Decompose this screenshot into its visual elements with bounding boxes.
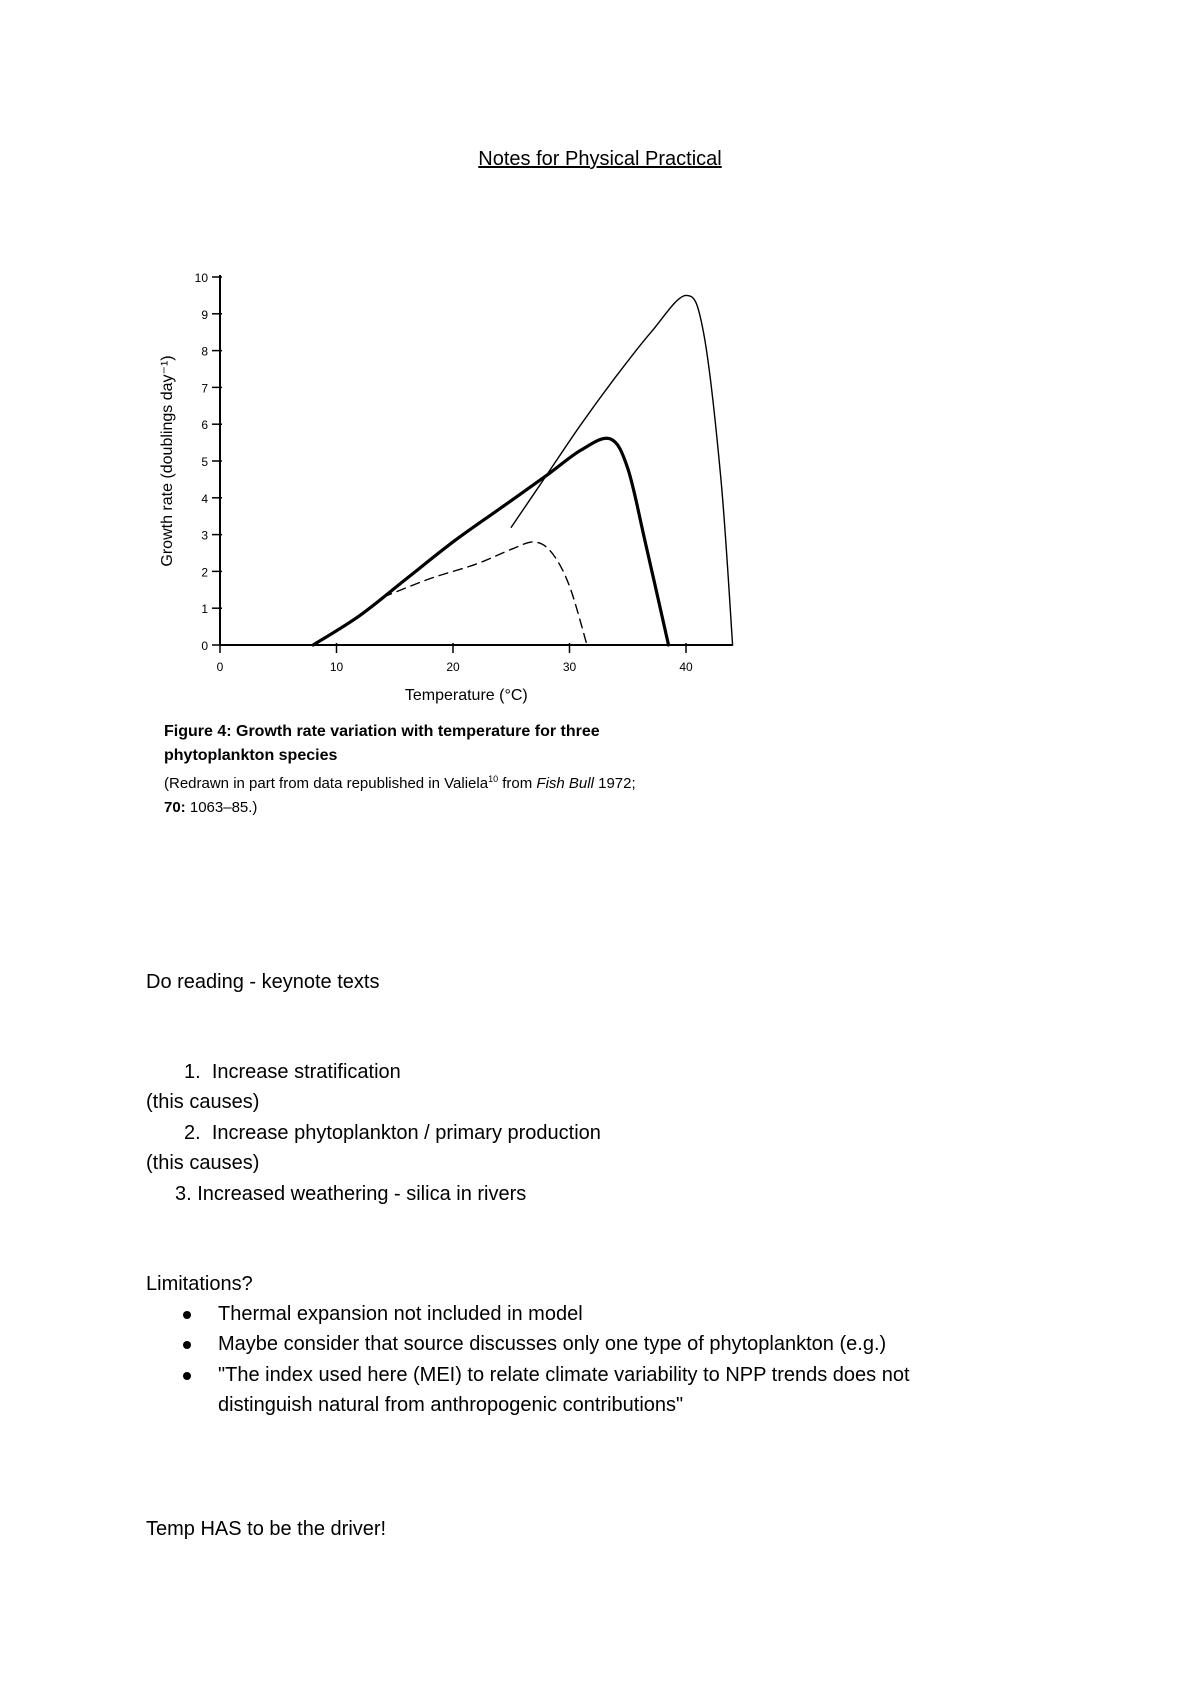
bullet-dot — [183, 1372, 191, 1380]
reading-note: Do reading - keynote texts — [146, 971, 380, 993]
y-tick-label: 0 — [201, 639, 208, 653]
list-item-1-text: Increase stratification — [211, 1061, 401, 1083]
chart-series — [313, 295, 732, 645]
list-item-2-number: 2. — [184, 1122, 201, 1144]
chart-labels — [159, 271, 693, 704]
growth-rate-figure — [150, 255, 770, 825]
caption-note-a: (Redrawn in part from data republished in Valiela — [164, 775, 489, 792]
caption-note-italic: Fish Bull — [536, 775, 594, 792]
list-item-1 — [184, 1060, 401, 1084]
caption-note-rest: 1063–85.) — [185, 799, 258, 816]
list-item-3: 3. Increased weathering - silica in rivers — [175, 1183, 527, 1205]
limitation-item-3-continued: distinguish natural from anthropogenic contributions" — [218, 1394, 684, 1416]
page-title: Notes for Physical Practical — [478, 148, 722, 170]
caption-note-line2 — [164, 799, 257, 816]
x-tick-label: 0 — [216, 660, 224, 674]
list-item-1-number: 1. — [184, 1061, 201, 1083]
caption-bold-line1: Figure 4: Growth rate variation with temperature for three — [164, 723, 600, 740]
chart-axes — [212, 275, 733, 653]
closing-note: Temp HAS to be the driver! — [146, 1518, 387, 1540]
caption-note-line1 — [164, 774, 636, 792]
y-tick-label: 4 — [201, 491, 208, 506]
x-axis-label: Temperature (°C) — [404, 687, 528, 704]
y-tick-label: 10 — [194, 271, 208, 285]
bullet-dot — [183, 1341, 191, 1349]
x-tick-label: 30 — [562, 660, 577, 674]
caption-note-sup: 10 — [488, 774, 499, 784]
y-tick-label: 9 — [201, 307, 208, 322]
series-line-dashed — [383, 542, 587, 645]
limitations-heading: Limitations? — [146, 1273, 253, 1295]
series-line-thick — [313, 438, 668, 645]
caption-note-bold: 70: — [164, 799, 186, 816]
y-tick-label: 5 — [201, 455, 208, 469]
y-tick-label: 3 — [201, 528, 208, 543]
y-tick-label: 8 — [201, 344, 208, 359]
caption-bold-line2: phytoplankton species — [164, 747, 338, 764]
causes-note-2: (this causes) — [146, 1152, 260, 1174]
series-line-thin — [511, 295, 732, 645]
x-tick-label: 10 — [329, 660, 344, 674]
y-tick-label: 2 — [201, 565, 208, 580]
caption-note-b: from — [498, 775, 537, 792]
x-tick-label: 40 — [679, 660, 693, 674]
list-item-2-text: Increase phytoplankton / primary production — [211, 1122, 601, 1144]
causes-note-1: (this causes) — [146, 1091, 260, 1113]
y-tick-label: 7 — [201, 381, 208, 396]
y-tick-label: 6 — [201, 418, 208, 433]
y-tick-label: 1 — [201, 602, 208, 617]
limitation-item-3: "The index used here (MEI) to relate climate variability to NPP trends does not — [218, 1364, 910, 1386]
limitation-item-1: Thermal expansion not included in model — [218, 1303, 583, 1325]
caption-note-c: 1972; — [593, 775, 636, 792]
bullet-dot — [183, 1311, 191, 1319]
y-axis-label: Growth rate (doublings day⁻¹) — [159, 355, 176, 567]
x-tick-label: 20 — [446, 660, 460, 674]
limitation-item-2: Maybe consider that source discusses only one type of phytoplankton (e.g.) — [218, 1333, 887, 1355]
list-item-2 — [184, 1121, 601, 1145]
